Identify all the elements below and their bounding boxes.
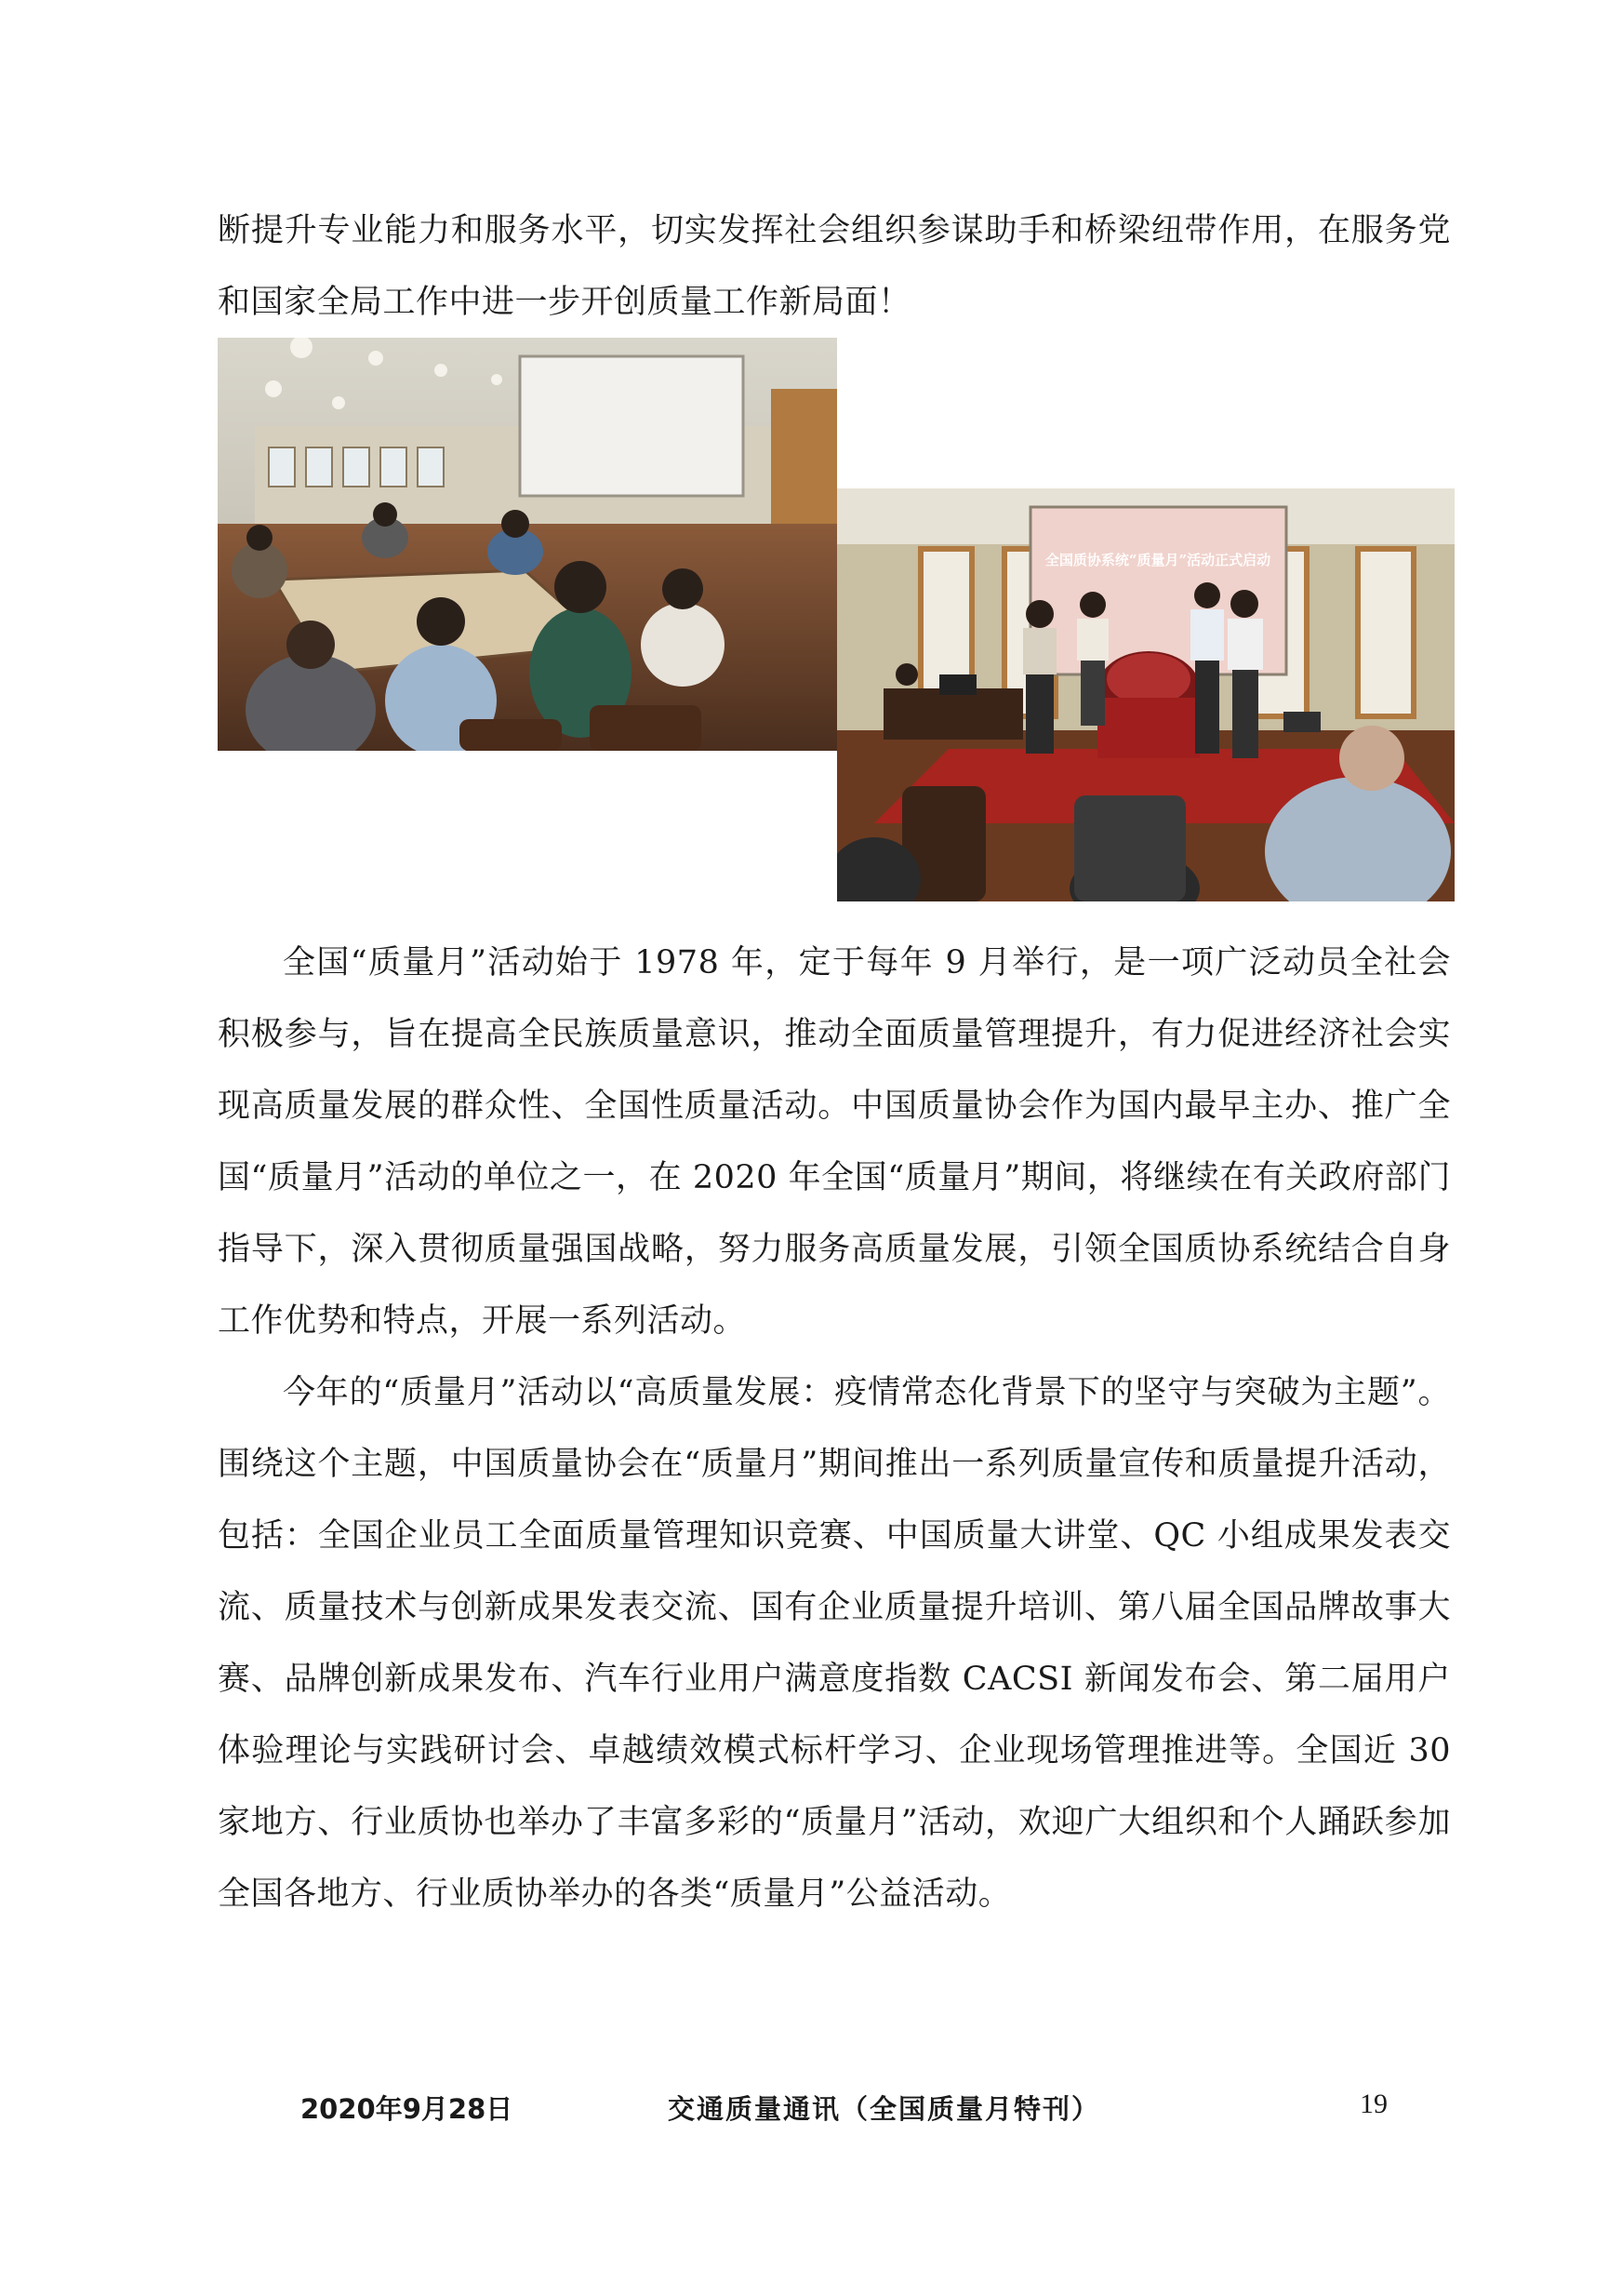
paragraph-continued: 断提升专业能力和服务水平，切实发挥社会组织参谋助手和桥梁纽带作用，在服务党和国家全局工作中进一步开创质量工作新局面！	[218, 212, 1451, 321]
footer-publication-title: 交通质量通讯（全国质量月特刊）	[668, 2093, 1101, 2125]
meeting-photo	[218, 338, 837, 751]
launch-ceremony-photo	[837, 488, 1455, 901]
footer-date: 2020年9月28日	[300, 2093, 513, 2125]
paragraph-quality-month-theme: 今年的“质量月”活动以“高质量发展：疫情常态化背景下的坚守与突破为主题”。围绕这个主题，中国质量协会在“质量月”期间推出一系列质量宣传和质量提升活动，包括：全国企业员工全面质量管理知识竞赛、中国质量大讲堂、QC 小组成果发表交流、质量技术与创新成果发表交流、国有企业质量提升培训、第八届全国品牌故事大赛、品牌创新成果发布、汽车行业用户满意度指数 CACSI 新闻发布会、第二届用户体验理论与实践研讨会、卓越绩效模式标杆学习、企业现场管理推进等。全国近 30 家地方、行业质协也举办了丰富多彩的“质量月”活动，欢迎广大组织和个人踊跃参加全国各地方、行业质协举办的各类“质量月”公益活动。	[218, 1374, 1451, 1913]
meeting-photo-illustration	[218, 338, 837, 751]
page-number: 19	[1360, 2089, 1388, 2119]
paragraph-quality-month-history: 全国“质量月”活动始于 1978 年，定于每年 9 月举行，是一项广泛动员全社会积极参与，旨在提高全民族质量意识，推动全面质量管理提升，有力促进经济社会实现高质量发展的群众性、全国性质量活动。中国质量协会作为国内最早主办、推广全国“质量月”活动的单位之一，在 2020 年全国“质量月”期间，将继续在有关政府部门指导下，深入贯彻质量强国战略，努力服务高质量发展，引领全国质协系统结合自身工作优势和特点，开展一系列活动。	[218, 944, 1451, 1340]
screen-text: 全国质协系统“质量月”活动正式启动	[1044, 552, 1271, 568]
launch-ceremony-illustration	[837, 488, 1455, 901]
